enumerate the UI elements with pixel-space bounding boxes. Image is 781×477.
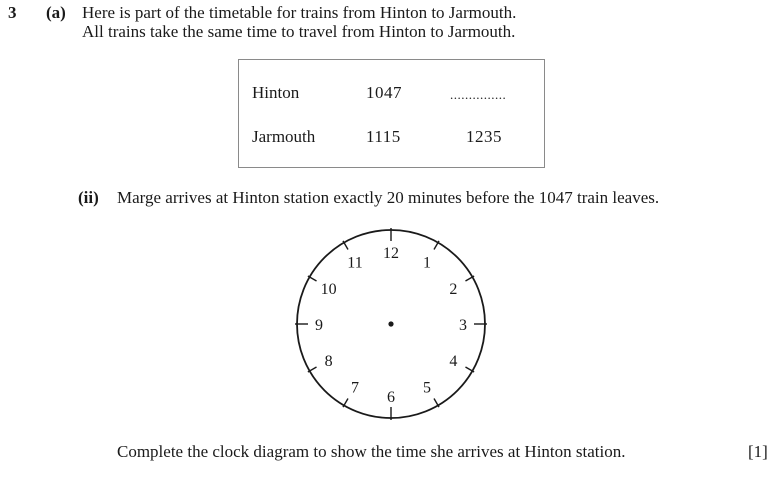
clock-number-11: 11 bbox=[347, 254, 363, 272]
clock-number-1: 1 bbox=[423, 254, 431, 272]
part-ii-text: Marge arrives at Hinton station exactly 20 minutes before the 1047 train leaves. bbox=[117, 188, 660, 207]
clock-number-2: 2 bbox=[449, 281, 458, 298]
footer-instruction: Complete the clock diagram to show the time she arrives at Hinton station. bbox=[117, 442, 626, 461]
station-jarmouth: Jarmouth bbox=[252, 127, 316, 146]
question-number: 3 bbox=[8, 3, 17, 22]
clock-number-6: 6 bbox=[387, 389, 395, 406]
clock-number-5: 5 bbox=[423, 379, 431, 397]
clock-centre-dot bbox=[388, 321, 393, 326]
part-ii-label: (ii) bbox=[78, 188, 99, 207]
clock-number-3: 3 bbox=[459, 317, 467, 334]
time-jarmouth-2: 1235 bbox=[466, 127, 502, 146]
time-hinton-1: 1047 bbox=[366, 83, 402, 102]
clock-number-12: 12 bbox=[383, 245, 399, 262]
intro-line-2: All trains take the same time to travel from Hinton to Jarmouth. bbox=[82, 22, 516, 41]
part-a-label: (a) bbox=[46, 3, 66, 22]
clock-number-4: 4 bbox=[449, 353, 458, 370]
clock-number-8: 8 bbox=[324, 353, 333, 370]
clock-number-10: 10 bbox=[320, 281, 337, 298]
clock-number-7: 7 bbox=[351, 379, 359, 397]
clock-number-9: 9 bbox=[315, 317, 323, 334]
station-hinton: Hinton bbox=[252, 83, 300, 102]
marks: [1] bbox=[748, 442, 768, 461]
time-jarmouth-1: 1115 bbox=[366, 127, 401, 146]
answer-blank[interactable]: ............... bbox=[450, 87, 507, 102]
intro-line-1: Here is part of the timetable for trains from Hinton to Jarmouth. bbox=[82, 3, 517, 22]
